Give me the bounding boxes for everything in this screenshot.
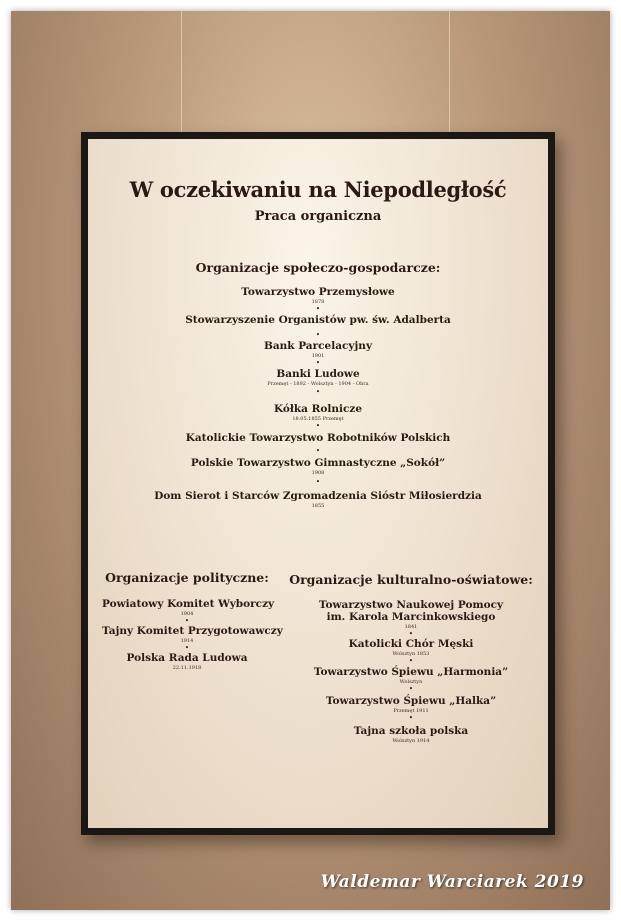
political-column: [102, 139, 283, 828]
poster: [88, 139, 548, 828]
item-note: 1901: [311, 353, 325, 359]
poster-frame: [81, 132, 555, 835]
bullet: •: [408, 714, 414, 722]
item-note: Wolsztyn 1914: [392, 738, 430, 744]
item-note: Wolsztyn: [399, 679, 423, 685]
section-heading-political: Organizacje polityczne:: [105, 570, 269, 585]
item-note: Wolsztyn 1853: [392, 651, 430, 657]
item-note: 1855: [311, 503, 325, 509]
list-item: Towarzystwo Przemysłowe: [241, 286, 395, 298]
list-item: Polska Rada Ludowa: [126, 652, 248, 664]
list-item: Dom Sierot i Starców Zgromadzenia Sióstr Miłosierdzia: [154, 490, 482, 502]
item-note: 1908: [311, 470, 325, 476]
photograph: [11, 11, 610, 910]
list-item: Banki Ludowe: [276, 368, 360, 380]
hanging-wire-right: [449, 11, 450, 149]
bullet: •: [315, 305, 321, 313]
list-item-line2: im. Karola Marcinkowskiego: [326, 611, 496, 623]
list-item: Powiatowy Komitet Wyborczy: [102, 598, 275, 610]
bullet: •: [315, 447, 321, 455]
section-heading-cultural: Organizacje kulturalno-oświatowe:: [289, 572, 533, 587]
item-note: 1914: [180, 638, 194, 644]
list-item: Katolickie Towarzystwo Robotników Polskich: [185, 432, 451, 444]
item-note: 22.11.1918: [172, 665, 202, 671]
bullet: •: [315, 422, 321, 430]
photographer-watermark: Waldemar Warciarek 2019: [320, 872, 584, 892]
bullet: •: [408, 630, 414, 638]
list-item: Towarzystwo Śpiewu „Halka”: [325, 695, 497, 707]
poster-title: W oczekiwaniu na Niepodległość: [129, 177, 507, 202]
item-note: Przemęt 1911: [393, 708, 429, 714]
bullet: •: [315, 331, 321, 339]
list-item: Towarzystwo Naukowej Pomocy: [318, 599, 504, 611]
hanging-wire-left: [181, 11, 182, 149]
list-item: Bank Parcelacyjny: [263, 340, 373, 352]
list-item: Tajna szkoła polska: [353, 725, 469, 737]
item-note: 1841: [404, 624, 418, 630]
list-item: Polskie Towarzystwo Gimnastyczne „Sokół”: [190, 457, 446, 469]
bullet: •: [408, 685, 414, 693]
bullet: •: [184, 644, 190, 652]
section-heading-economic: Organizacje społeczo-gospodarcze:: [195, 260, 441, 275]
bullet: •: [184, 617, 190, 625]
item-note: 1904: [180, 611, 194, 617]
bullet: •: [315, 388, 321, 396]
bullet: •: [315, 478, 321, 486]
poster-subtitle: Praca organiczna: [254, 209, 382, 224]
list-item: Tajny Komitet Przygotowawczy: [102, 625, 283, 637]
item-note: 18.05.1855 Przemęt: [292, 416, 344, 422]
list-item: Towarzystwo Śpiewu „Harmonia”: [313, 666, 509, 678]
bullet: •: [315, 359, 321, 367]
bullet: •: [408, 657, 414, 665]
cultural-column: [288, 139, 534, 828]
list-item: Stowarzyszenie Organistów pw. św. Adalberta: [185, 314, 451, 326]
list-item: Katolicki Chór Męski: [348, 638, 474, 650]
item-note: 1878: [311, 299, 325, 305]
list-item: Kółka Rolnicze: [273, 403, 363, 415]
item-note: Przemęt - 1892 - Wolsztyn - 1904 - Obra: [267, 381, 369, 387]
